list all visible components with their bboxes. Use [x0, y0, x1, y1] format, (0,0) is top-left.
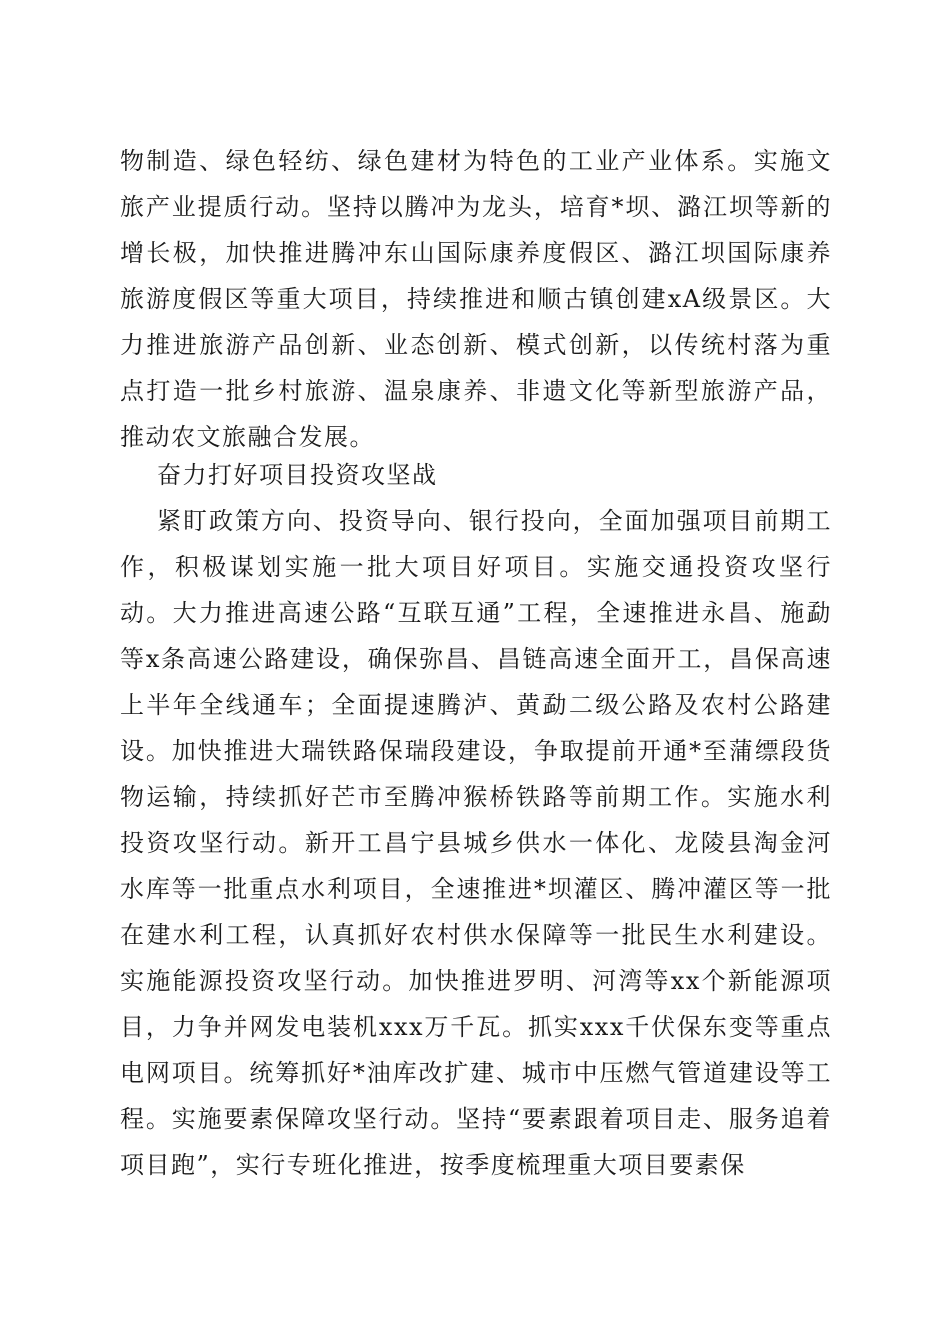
section-heading: 奋力打好项目投资攻坚战 [157, 461, 438, 489]
body-paragraph-continued: 物制造、绿色轻纺、绿色建材为特色的工业产业体系。实施文旅产业提质行动。坚持以腾冲为龙头，培育*坝、潞江坝等新的增长极，加快推进腾冲东山国际康养度假区、潞江坝国际康养旅游度假区等重大项目，持续推进和顺古镇创建xA级景区。大力推进旅游产品创新、业态创新、模式创新，以传统村落为重点打造一批乡村旅游、温泉康养、非遗文化等新型旅游产品，推动农文旅融合发展。 [120, 147, 832, 451]
section-body-paragraph: 紧盯政策方向、投资导向、银行投向，全面加强项目前期工作，积极谋划实施一批大项目好项目。实施交通投资攻坚行动。大力推进高速公路“互联互通”工程，全速推进永昌、施勐等x条高速公路建设，确保弥昌、昌链高速全面开工，昌保高速上半年全线通车；全面提速腾泸、黄勐二级公路及农村公路建设。加快推进大瑞铁路保瑞段建设，争取提前开通*至蒲缥段货物运输，持续抓好芒市至腾冲猴桥铁路等前期工作。实施水利投资攻坚行动。新开工昌宁县城乡供水一体化、龙陵县淘金河水库等一批重点水利项目，全速推进*坝灌区、腾冲灌区等一批在建水利工程，认真抓好农村供水保障等一批民生水利建设。实施能源投资攻坚行动。加快推进罗明、河湾等xx个新能源项目，力争并网发电装机xxx万千瓦。抓实xxx千伏保东变等重点电网项目。统筹抓好*油库改扩建、城市中压燃气管道建设等工程。实施要素保障攻坚行动。坚持“要素跟着项目走、服务追着项目跑”，实行专班化推进，按季度梳理重大项目要素保 [120, 507, 832, 1179]
